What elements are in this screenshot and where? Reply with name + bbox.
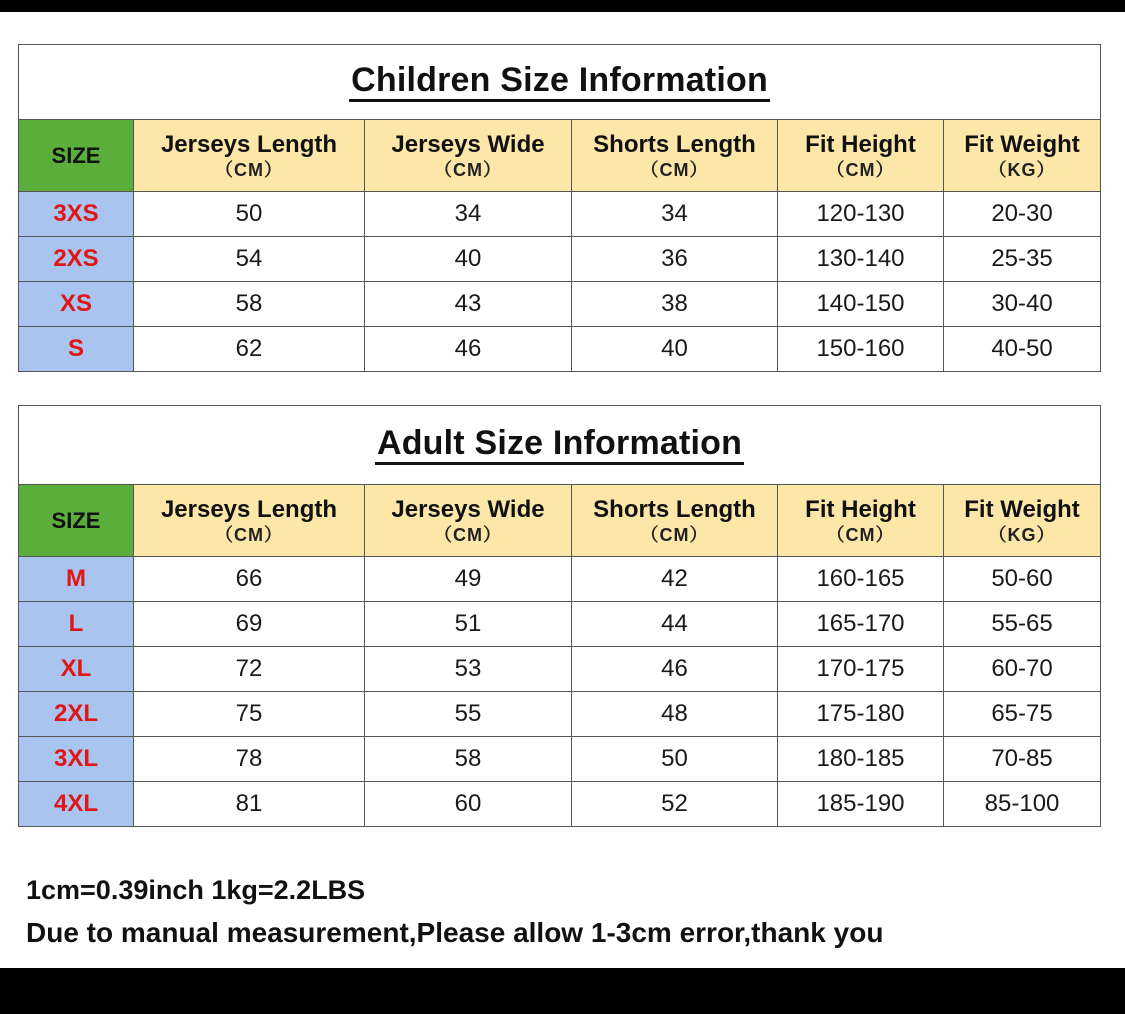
jerseys-wide-value: 46 [365, 327, 572, 372]
column-label: Fit Weight [964, 495, 1080, 523]
size-column-header: SIZE [19, 485, 134, 557]
unit-conversion-note: 1cm=0.39inch 1kg=2.2LBS [26, 875, 366, 905]
column-label: Jerseys Wide [391, 130, 545, 158]
measurement-disclaimer: Due to manual measurement,Please allow 1-3cm error,thank you [26, 917, 884, 948]
table-row [19, 192, 1101, 237]
size-label: 3XL [19, 737, 134, 782]
fit-weight-value: 60-70 [944, 647, 1101, 692]
size-label: XL [19, 647, 134, 692]
table-row [19, 327, 1101, 372]
fit-height-value: 185-190 [778, 782, 944, 827]
shorts-length-header [572, 485, 778, 557]
fit-weight-header [944, 485, 1101, 557]
fit-height-value: 175-180 [778, 692, 944, 737]
jerseys-length-value: 62 [134, 327, 365, 372]
column-unit: （CM） [215, 524, 283, 545]
jerseys-wide-value: 58 [365, 737, 572, 782]
shorts-length-value: 38 [572, 282, 778, 327]
shorts-length-value: 50 [572, 737, 778, 782]
fit-height-value: 120-130 [778, 192, 944, 237]
fit-height-value: 160-165 [778, 557, 944, 602]
jerseys-length-header [134, 485, 365, 557]
size-label: 3XS [19, 192, 134, 237]
fit-height-value: 165-170 [778, 602, 944, 647]
column-label: Shorts Length [593, 130, 756, 158]
jerseys-wide-value: 34 [365, 192, 572, 237]
size-column-header: SIZE [19, 120, 134, 192]
table-row [19, 237, 1101, 282]
jerseys-length-value: 69 [134, 602, 365, 647]
shorts-length-header [572, 120, 778, 192]
size-label: 2XS [19, 237, 134, 282]
jerseys-length-value: 66 [134, 557, 365, 602]
fit-weight-value: 85-100 [944, 782, 1101, 827]
bottom-black-bar [0, 968, 1125, 1014]
column-unit: （CM） [826, 159, 895, 180]
table-row [19, 737, 1101, 782]
shorts-length-value: 44 [572, 602, 778, 647]
column-unit: （CM） [215, 159, 283, 180]
jerseys-length-value: 50 [134, 192, 365, 237]
children-size-table [18, 44, 1101, 372]
fit-weight-value: 30-40 [944, 282, 1101, 327]
adult-title-cell [19, 406, 1101, 485]
size-label: 4XL [19, 782, 134, 827]
adult-header-row [19, 485, 1101, 557]
column-unit: （KG） [988, 159, 1056, 180]
size-label: L [19, 602, 134, 647]
table-row [19, 557, 1101, 602]
column-unit: （CM） [640, 159, 709, 180]
fit-weight-value: 70-85 [944, 737, 1101, 782]
shorts-length-value: 34 [572, 192, 778, 237]
shorts-length-value: 48 [572, 692, 778, 737]
table-row [19, 782, 1101, 827]
column-label: Fit Height [805, 130, 916, 158]
fit-weight-value: 65-75 [944, 692, 1101, 737]
jerseys-wide-value: 60 [365, 782, 572, 827]
fit-height-value: 180-185 [778, 737, 944, 782]
jerseys-wide-value: 53 [365, 647, 572, 692]
jerseys-length-value: 75 [134, 692, 365, 737]
adult-size-table [18, 405, 1101, 827]
fit-weight-header [944, 120, 1101, 192]
column-label: Jerseys Wide [391, 495, 545, 523]
children-title-cell [19, 45, 1101, 120]
table-row [19, 647, 1101, 692]
size-label: M [19, 557, 134, 602]
column-label: Jerseys Length [160, 130, 338, 158]
size-label: 2XL [19, 692, 134, 737]
fit-height-value: 150-160 [778, 327, 944, 372]
fit-weight-value: 40-50 [944, 327, 1101, 372]
table-row [19, 602, 1101, 647]
size-label: XS [19, 282, 134, 327]
shorts-length-value: 46 [572, 647, 778, 692]
jerseys-length-value: 81 [134, 782, 365, 827]
shorts-length-value: 52 [572, 782, 778, 827]
jerseys-wide-value: 51 [365, 602, 572, 647]
column-unit: （CM） [434, 159, 502, 180]
fit-weight-value: 50-60 [944, 557, 1101, 602]
jerseys-wide-value: 55 [365, 692, 572, 737]
jerseys-wide-value: 40 [365, 237, 572, 282]
column-unit: （CM） [826, 524, 895, 545]
fit-weight-value: 55-65 [944, 602, 1101, 647]
table-row [19, 692, 1101, 737]
fit-height-value: 170-175 [778, 647, 944, 692]
column-unit: （CM） [640, 524, 709, 545]
table-row [19, 282, 1101, 327]
column-label: Fit Height [805, 495, 916, 523]
fit-weight-value: 25-35 [944, 237, 1101, 282]
column-label: Fit Weight [964, 130, 1080, 158]
children-table-title: Children Size Information [349, 62, 770, 102]
jerseys-wide-header [365, 120, 572, 192]
column-label: Jerseys Length [160, 495, 338, 523]
jerseys-wide-header [365, 485, 572, 557]
top-black-bar [0, 0, 1125, 12]
fit-height-header [778, 120, 944, 192]
jerseys-length-value: 58 [134, 282, 365, 327]
column-unit: （KG） [988, 524, 1056, 545]
jerseys-length-value: 72 [134, 647, 365, 692]
column-label: Shorts Length [593, 495, 756, 523]
size-label: S [19, 327, 134, 372]
fit-height-value: 130-140 [778, 237, 944, 282]
column-unit: （CM） [434, 524, 502, 545]
shorts-length-value: 42 [572, 557, 778, 602]
fit-weight-value: 20-30 [944, 192, 1101, 237]
children-header-row [19, 120, 1101, 192]
fit-height-header [778, 485, 944, 557]
fit-height-value: 140-150 [778, 282, 944, 327]
jerseys-length-header [134, 120, 365, 192]
adult-table-title: Adult Size Information [375, 425, 744, 465]
shorts-length-value: 40 [572, 327, 778, 372]
jerseys-length-value: 54 [134, 237, 365, 282]
jerseys-length-value: 78 [134, 737, 365, 782]
jerseys-wide-value: 49 [365, 557, 572, 602]
jerseys-wide-value: 43 [365, 282, 572, 327]
shorts-length-value: 36 [572, 237, 778, 282]
